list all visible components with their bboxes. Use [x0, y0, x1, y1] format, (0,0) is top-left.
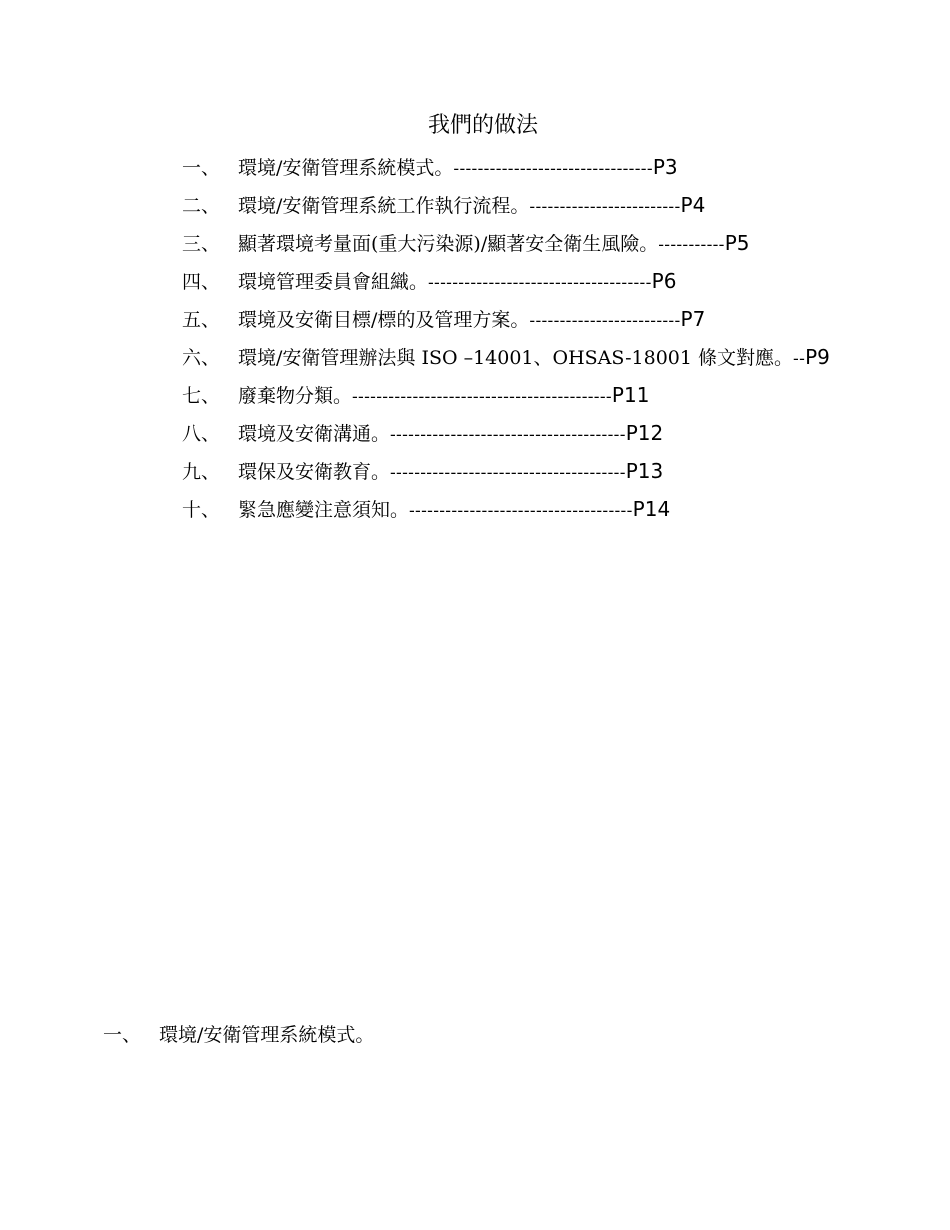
toc-leader: --------------------------------- [453, 159, 653, 179]
page-title: 我們的做法 [427, 113, 538, 138]
toc-number: 一、 [182, 157, 221, 179]
toc-text: 環境/安衛管理系統模式。 [238, 157, 454, 179]
toc-page: P14 [632, 497, 671, 521]
toc-leader: --------------------------------------- [390, 463, 626, 483]
toc-page: P13 [625, 459, 664, 483]
toc-number: 八、 [182, 423, 221, 445]
toc-entry [182, 341, 830, 379]
toc-entry [182, 189, 830, 227]
toc-page: P6 [651, 269, 677, 293]
toc-entry [182, 379, 830, 417]
toc-leader: ------------------------- [529, 197, 681, 217]
toc-number: 九、 [182, 461, 221, 483]
toc-text: 環保及安衛教育。 [238, 461, 391, 483]
toc-entry [182, 151, 830, 189]
toc-leader: ------------------------------------- [409, 501, 633, 521]
toc-page: P7 [680, 307, 706, 331]
toc-leader: ------------------------------------- [428, 273, 652, 293]
toc-text: 環境/安衛管理辦法與 ISO –14001、OHSAS-18001 條文對應。 [238, 347, 794, 369]
toc-page: P5 [724, 231, 750, 255]
toc-number: 六、 [182, 347, 221, 369]
toc-number: 四、 [182, 271, 221, 293]
toc-leader: --------------------------------------- [390, 425, 626, 445]
toc-number: 二、 [182, 195, 221, 217]
toc-leader: ------------------------- [529, 311, 681, 331]
toc-entry [182, 227, 830, 265]
toc-page: P4 [680, 193, 706, 217]
toc-leader: -- [793, 349, 806, 369]
toc-page: P12 [625, 421, 664, 445]
toc-page: P9 [805, 345, 830, 369]
section-heading [103, 1019, 374, 1051]
toc-entry [182, 455, 830, 493]
toc-number: 五、 [182, 309, 221, 331]
toc-text: 廢棄物分類。 [238, 385, 353, 407]
toc-text: 顯著環境考量面(重大污染源)/顯著安全衛生風險。 [238, 233, 659, 255]
toc-page: P11 [611, 383, 650, 407]
toc-number: 七、 [182, 385, 221, 407]
toc-entry [182, 265, 830, 303]
toc-page: P3 [652, 155, 678, 179]
toc-text: 環境及安衛溝通。 [238, 423, 391, 445]
toc-number: 三、 [182, 233, 221, 255]
toc-entry [182, 417, 830, 455]
section-number: 一、 [103, 1024, 142, 1046]
toc-number: 十、 [182, 499, 221, 521]
toc-text: 環境管理委員會組織。 [238, 271, 429, 293]
toc-text: 環境/安衛管理系統工作執行流程。 [238, 195, 530, 217]
toc-leader: ------------------------------------------- [352, 387, 612, 407]
toc-entry [182, 493, 830, 531]
table-of-contents [182, 151, 830, 531]
toc-entry [182, 303, 830, 341]
section-title: 環境/安衛管理系統模式。 [159, 1024, 375, 1046]
toc-text: 緊急應變注意須知。 [238, 499, 410, 521]
toc-text: 環境及安衛目標/標的及管理方案。 [238, 309, 530, 331]
toc-leader: ----------- [658, 235, 725, 255]
